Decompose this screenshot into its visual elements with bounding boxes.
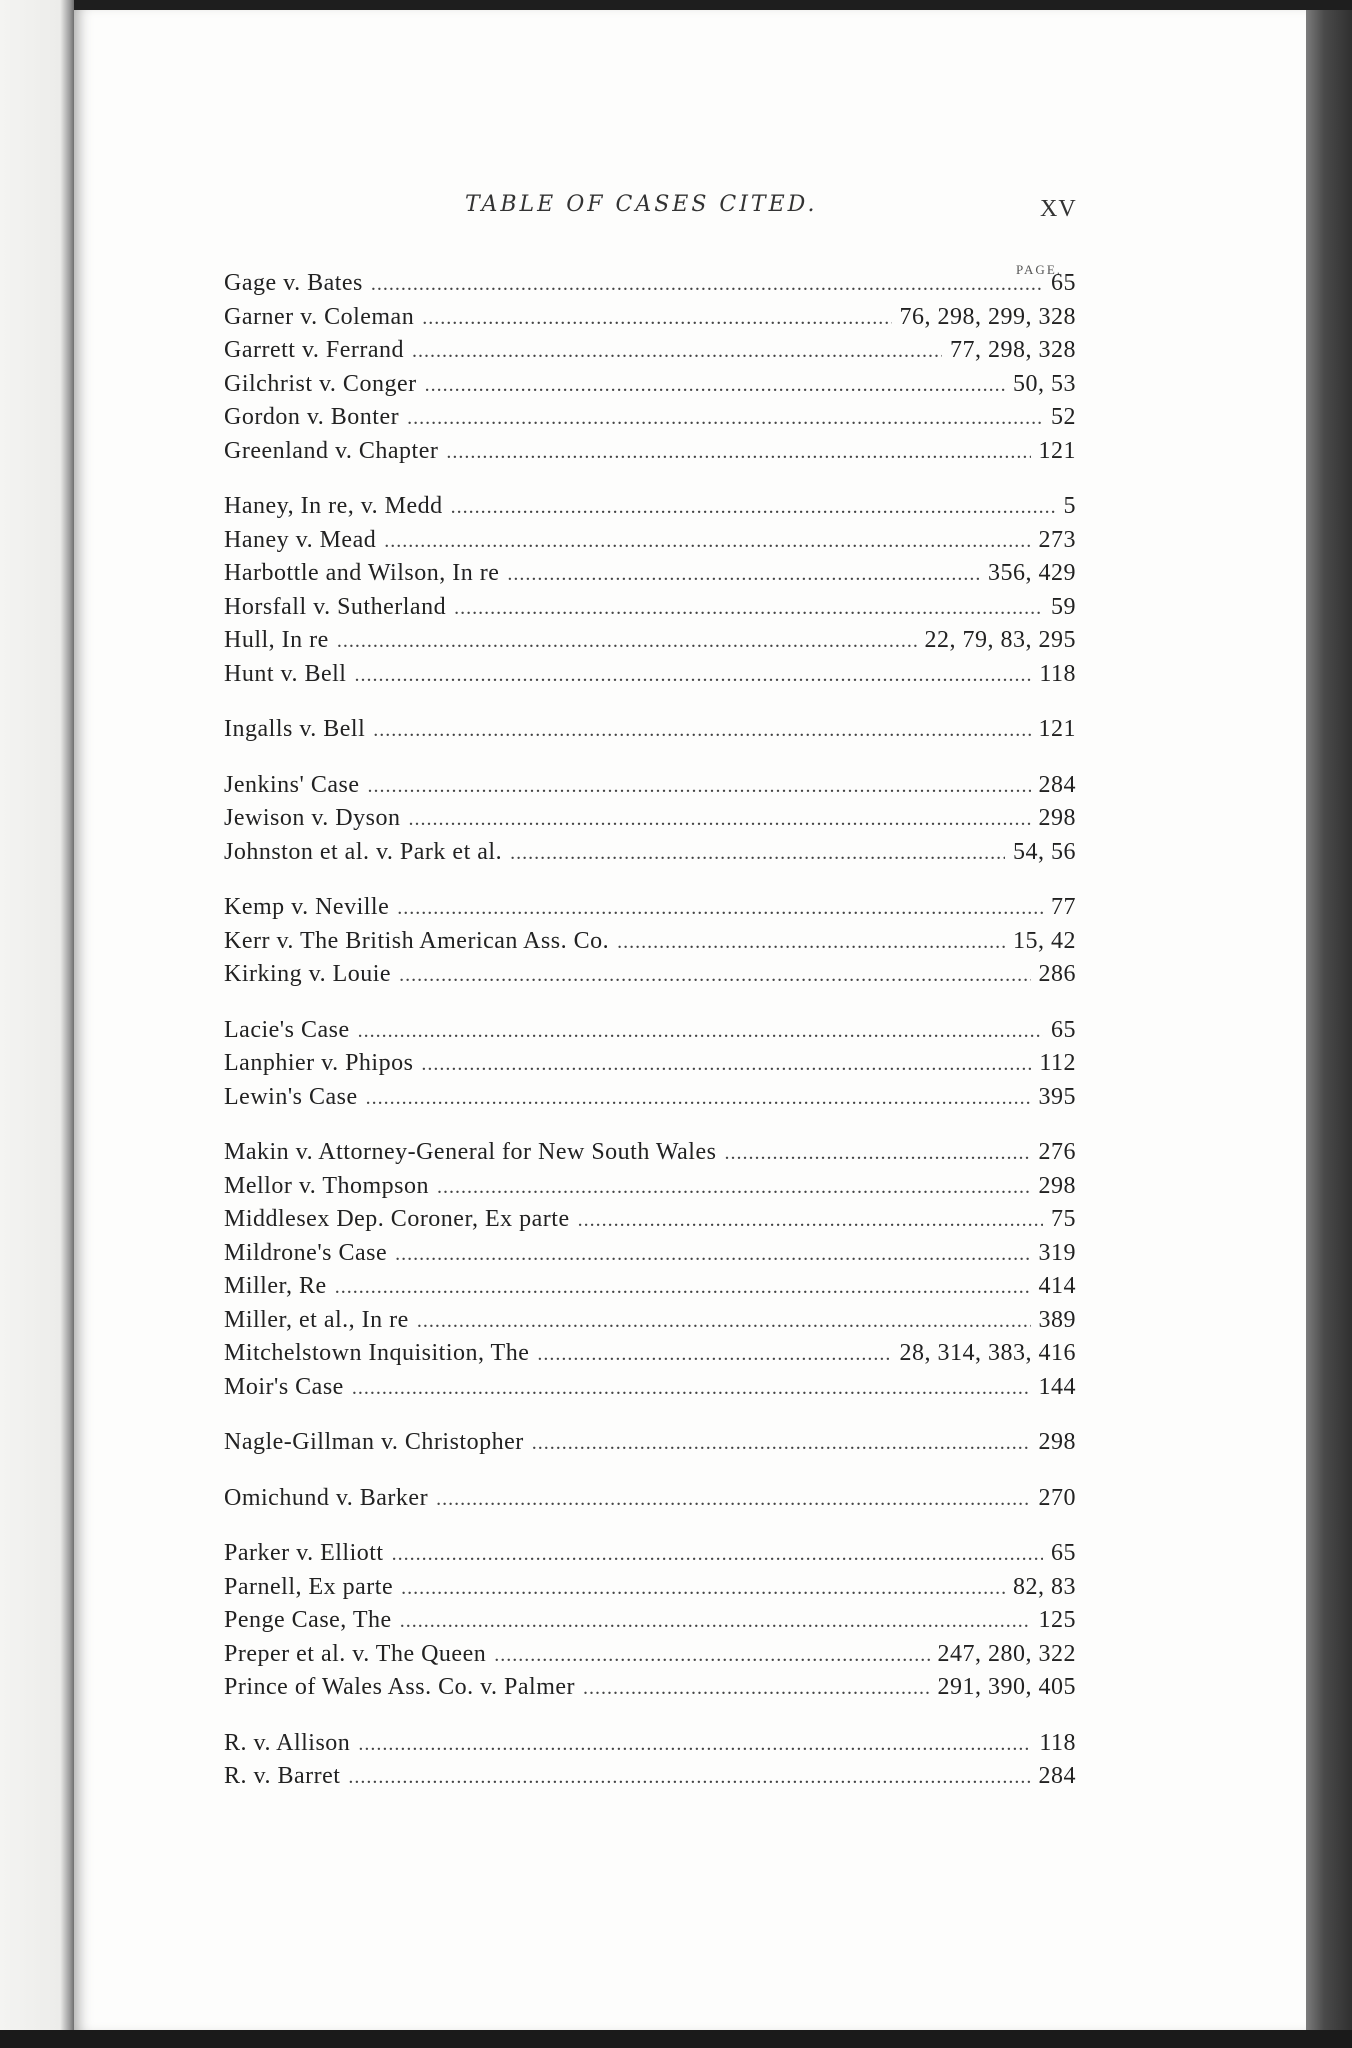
dot-leader [532, 1432, 1031, 1455]
case-entry [224, 961, 1076, 995]
dot-leader [494, 1644, 929, 1667]
case-name: Haney, In re, v. Medd [224, 493, 443, 519]
case-entry [224, 404, 1076, 438]
case-entry [224, 839, 1076, 873]
dot-leader [583, 1677, 929, 1700]
case-name: Gordon v. Bonter [224, 404, 400, 430]
case-name: Haney v. Mead [224, 526, 377, 553]
case-name: Preper et al. v. The Queen [224, 1640, 487, 1667]
dot-leader [335, 1276, 1031, 1299]
case-entry [224, 1307, 1076, 1341]
case-group [224, 772, 1076, 873]
dot-leader [417, 1310, 1031, 1333]
dot-leader [507, 563, 980, 586]
dot-leader [421, 1053, 1031, 1076]
case-entry [224, 928, 1076, 962]
dot-leader [408, 808, 1030, 831]
case-pages: 54, 56 [1013, 838, 1076, 865]
case-group [224, 1485, 1076, 1519]
case-pages: 59 [1051, 593, 1076, 620]
case-pages: 112 [1039, 1050, 1076, 1076]
case-name: Middlesex Dep. Coroner, Ex parte [224, 1206, 570, 1232]
dot-leader [578, 1209, 1043, 1232]
case-pages: 273 [1038, 526, 1076, 553]
case-entry [224, 493, 1076, 527]
case-name: Garrett v. Ferrand [224, 337, 405, 363]
case-name: Miller, Re [224, 1273, 327, 1299]
case-entry [224, 337, 1076, 371]
case-pages: 298 [1038, 1172, 1076, 1199]
case-pages: 298 [1038, 805, 1076, 831]
facing-page-edge [0, 0, 74, 2048]
case-name: Lewin's Case [224, 1083, 358, 1110]
case-pages: 5 [1063, 493, 1076, 519]
case-pages: 395 [1038, 1083, 1076, 1110]
case-pages: 77, 298, 328 [950, 337, 1076, 363]
case-table [224, 270, 1076, 1819]
case-name: Mildrone's Case [224, 1239, 388, 1266]
case-group [224, 1017, 1076, 1118]
dot-leader [437, 1176, 1031, 1199]
case-name: Jenkins' Case [224, 771, 360, 798]
dot-leader [537, 1343, 891, 1366]
case-pages: 276 [1038, 1139, 1076, 1165]
case-pages: 389 [1038, 1306, 1076, 1333]
dot-leader [366, 1087, 1031, 1110]
dot-leader [352, 1377, 1031, 1400]
case-pages: 291, 390, 405 [937, 1674, 1076, 1700]
dot-leader [451, 496, 1056, 519]
case-entry [224, 1429, 1076, 1463]
case-entry [224, 371, 1076, 405]
case-entry [224, 1273, 1076, 1307]
case-name: Garner v. Coleman [224, 303, 415, 330]
case-name: Parnell, Ex parte [224, 1573, 394, 1600]
dot-leader [510, 842, 1005, 865]
case-entry [224, 1763, 1076, 1797]
dot-leader [399, 964, 1030, 987]
dot-leader [425, 374, 1005, 397]
case-entry [224, 1340, 1076, 1374]
page-number: XV [1040, 196, 1077, 222]
case-name: Kerr v. The British American Ass. Co. [224, 927, 610, 954]
case-entry [224, 1574, 1076, 1608]
case-pages: 118 [1039, 660, 1076, 687]
case-entry [224, 1730, 1076, 1764]
dot-leader [354, 664, 1031, 687]
case-name: Mitchelstown Inquisition, The [224, 1340, 530, 1366]
case-name: Penge Case, The [224, 1607, 392, 1633]
case-group [224, 270, 1076, 471]
dot-leader [348, 1766, 1030, 1789]
case-entry [224, 1674, 1076, 1708]
case-entry [224, 438, 1076, 472]
case-name: Parker v. Elliott [224, 1540, 384, 1566]
case-name: Kirking v. Louie [224, 961, 392, 987]
case-pages: 247, 280, 322 [937, 1640, 1076, 1667]
case-pages: 270 [1038, 1484, 1076, 1511]
case-name: Ingalls v. Bell [224, 716, 366, 742]
case-entry [224, 1485, 1076, 1519]
case-entry [224, 1084, 1076, 1118]
case-pages: 298 [1038, 1429, 1076, 1455]
case-pages: 118 [1039, 1729, 1076, 1756]
case-name: Gage v. Bates [224, 270, 363, 296]
case-name: Lacie's Case [224, 1016, 350, 1043]
case-pages: 75 [1051, 1206, 1076, 1232]
case-pages: 15, 42 [1013, 927, 1076, 954]
case-entry [224, 772, 1076, 806]
dot-leader [397, 897, 1043, 920]
case-name: R. v. Barret [224, 1763, 341, 1789]
case-entry [224, 1139, 1076, 1173]
case-name: Jewison v. Dyson [224, 805, 401, 831]
case-name: Omichund v. Barker [224, 1484, 429, 1511]
dot-leader [400, 1610, 1031, 1633]
case-entry [224, 1240, 1076, 1274]
dot-leader [401, 1577, 1005, 1600]
dot-leader [412, 340, 942, 363]
case-pages: 284 [1038, 1763, 1076, 1789]
case-pages: 65 [1051, 270, 1076, 296]
dot-leader [395, 1243, 1030, 1266]
case-name: R. v. Allison [224, 1729, 351, 1756]
case-group [224, 1429, 1076, 1463]
case-entry [224, 1607, 1076, 1641]
case-pages: 144 [1038, 1373, 1076, 1400]
case-group [224, 1139, 1076, 1407]
case-name: Makin v. Attorney-General for New South Wales [224, 1139, 717, 1165]
case-name: Gilchrist v. Conger [224, 370, 417, 397]
dot-leader [436, 1488, 1030, 1511]
running-title: TABLE OF CASES CITED. [465, 192, 818, 217]
dot-leader [367, 775, 1030, 798]
book-fore-edge [1306, 10, 1352, 2030]
case-entry [224, 560, 1076, 594]
case-entry [224, 527, 1076, 561]
case-pages: 22, 79, 83, 295 [924, 627, 1076, 653]
case-entry [224, 1374, 1076, 1408]
case-pages: 82, 83 [1013, 1573, 1076, 1600]
case-group [224, 1730, 1076, 1797]
dot-leader [422, 307, 891, 330]
case-group [224, 1540, 1076, 1708]
case-entry [224, 716, 1076, 750]
case-entry [224, 1017, 1076, 1051]
case-name: Hunt v. Bell [224, 660, 347, 687]
case-entry [224, 270, 1076, 304]
case-entry [224, 894, 1076, 928]
page-column-label: PAGE. [1016, 262, 1063, 277]
case-pages: 284 [1038, 771, 1076, 798]
dot-leader [373, 719, 1030, 742]
case-pages: 356, 429 [988, 560, 1076, 586]
case-group [224, 716, 1076, 750]
dot-leader [446, 441, 1030, 464]
case-pages: 50, 53 [1013, 370, 1076, 397]
case-name: Prince of Wales Ass. Co. v. Palmer [224, 1674, 576, 1700]
dot-leader [617, 931, 1005, 954]
dot-leader [724, 1142, 1030, 1165]
dot-leader [358, 1020, 1043, 1043]
case-entry [224, 594, 1076, 628]
dot-leader [392, 1543, 1043, 1566]
dot-leader [358, 1733, 1031, 1756]
case-group [224, 493, 1076, 694]
case-entry [224, 627, 1076, 661]
scan-bottom-border [0, 2030, 1352, 2048]
case-name: Mellor v. Thompson [224, 1172, 429, 1199]
case-pages: 76, 298, 299, 328 [899, 303, 1076, 330]
case-pages: 77 [1051, 894, 1076, 920]
case-entry [224, 805, 1076, 839]
case-name: Harbottle and Wilson, In re [224, 560, 500, 586]
case-pages: 121 [1038, 716, 1076, 742]
case-name: Lanphier v. Phipos [224, 1050, 414, 1076]
case-entry [224, 1206, 1076, 1240]
case-name: Miller, et al., In re [224, 1306, 409, 1333]
case-name: Hull, In re [224, 627, 329, 653]
case-entry [224, 1641, 1076, 1675]
case-entry [224, 1540, 1076, 1574]
case-name: Moir's Case [224, 1373, 344, 1400]
case-pages: 65 [1051, 1540, 1076, 1566]
case-entry [224, 1050, 1076, 1084]
case-entry [224, 661, 1076, 695]
case-entry [224, 1173, 1076, 1207]
case-pages: 65 [1051, 1016, 1076, 1043]
dot-leader [407, 407, 1043, 430]
case-group [224, 894, 1076, 995]
dot-leader [371, 273, 1043, 296]
case-pages: 286 [1038, 961, 1076, 987]
case-pages: 28, 314, 383, 416 [899, 1340, 1076, 1366]
dot-leader [384, 530, 1030, 553]
case-name: Johnston et al. v. Park et al. [224, 838, 503, 865]
case-name: Nagle-Gillman v. Christopher [224, 1429, 524, 1455]
case-pages: 121 [1038, 437, 1076, 464]
case-name: Kemp v. Neville [224, 894, 390, 920]
dot-leader [337, 630, 917, 653]
case-pages: 319 [1038, 1239, 1076, 1266]
case-pages: 52 [1051, 404, 1076, 430]
case-name: Horsfall v. Sutherland [224, 593, 447, 620]
case-name: Greenland v. Chapter [224, 437, 439, 464]
dot-leader [454, 597, 1043, 620]
case-pages: 125 [1038, 1607, 1076, 1633]
case-entry [224, 304, 1076, 338]
case-pages: 414 [1038, 1273, 1076, 1299]
